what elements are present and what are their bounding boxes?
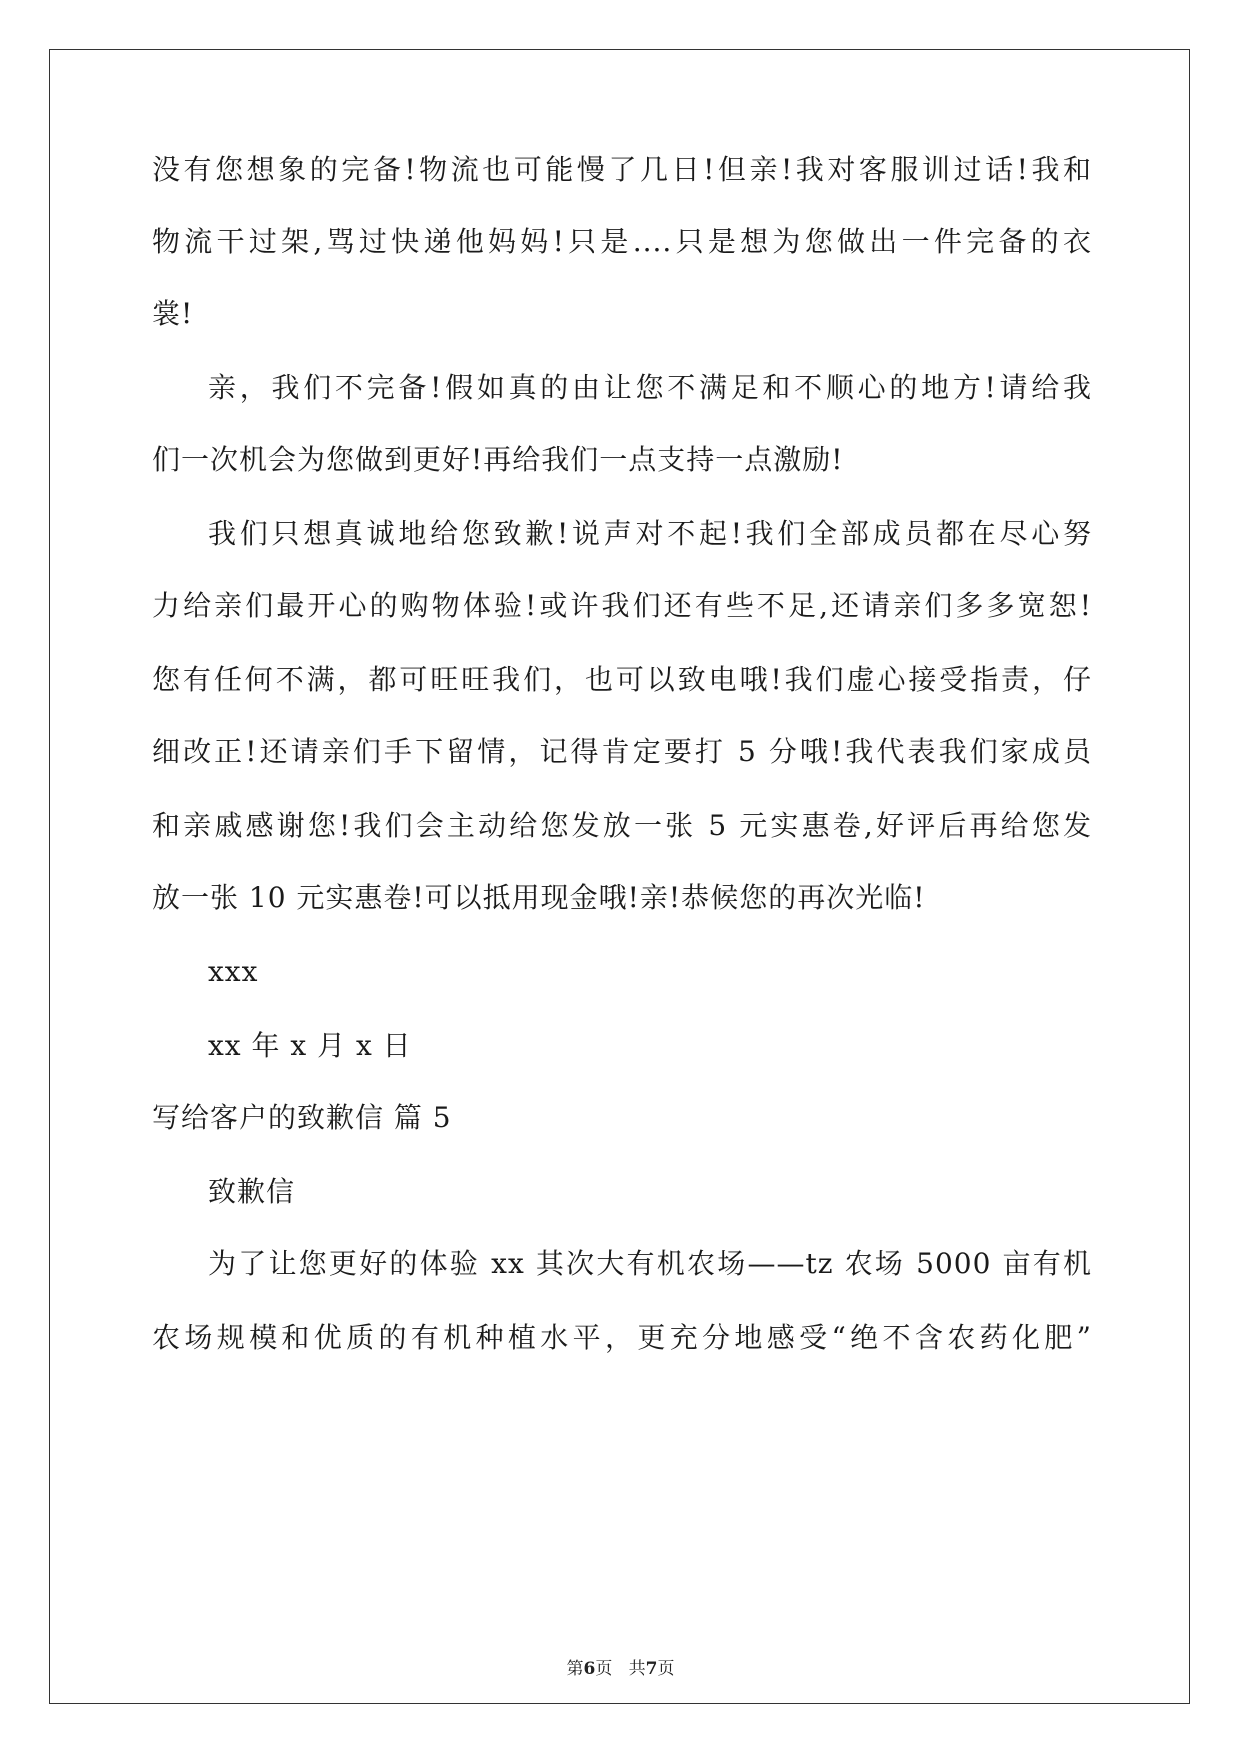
page-suffix: 页 (595, 1659, 613, 1679)
paragraph-line: 我们只想真诚地给您致歉!说声对不起!我们全部成员都在尽心努 (208, 517, 1092, 550)
paragraph-line: 细改正!还请亲们手下留情，记得肯定要打 5 分哦!我代表我们家成员 (152, 735, 1092, 768)
signature-name: xxx (208, 955, 259, 988)
paragraph-line: 和亲戚感谢您!我们会主动给您发放一张 5 元实惠卷,好评后再给您发 (152, 809, 1092, 842)
signature-date: xx 年 x 月 x 日 (208, 1029, 412, 1062)
paragraph-line: 您有任何不满，都可旺旺我们，也可以致电哦!我们虚心接受指责，仔 (152, 663, 1092, 696)
paragraph-line: 亲，我们不完备!假如真的由让您不满足和不顺心的地方!请给我 (208, 371, 1092, 404)
paragraph-line: 们一次机会为您做到更好!再给我们一点支持一点激励! (152, 443, 844, 476)
total-prefix: 共 (628, 1659, 646, 1679)
total-pages-number: 7 (645, 1659, 658, 1679)
section-heading: 写给客户的致歉信 篇 5 (152, 1101, 452, 1134)
page-prefix: 第 (566, 1659, 584, 1679)
paragraph-line: 没有您想象的完备!物流也可能慢了几日!但亲!我对客服训过话!我和 (152, 153, 1092, 186)
page-border (49, 49, 1190, 1704)
page-footer (0, 1658, 1241, 1680)
letter-title: 致歉信 (208, 1175, 296, 1208)
paragraph-line: 力给亲们最开心的购物体验!或许我们还有些不足,还请亲们多多宽恕! (152, 589, 1092, 622)
paragraph-line: 农场规模和优质的有机种植水平，更充分地感受“绝不含农药化肥” (152, 1321, 1092, 1354)
paragraph-line: 为了让您更好的体验 xx 其次大有机农场——tz 农场 5000 亩有机 (208, 1247, 1092, 1280)
total-suffix: 页 (657, 1659, 675, 1679)
paragraph-line: 裳! (152, 297, 194, 330)
current-page-number: 6 (583, 1659, 596, 1679)
paragraph-line: 物流干过架,骂过快递他妈妈!只是....只是想为您做出一件完备的衣 (152, 225, 1092, 258)
paragraph-line: 放一张 10 元实惠卷!可以抵用现金哦!亲!恭候您的再次光临! (152, 881, 926, 914)
